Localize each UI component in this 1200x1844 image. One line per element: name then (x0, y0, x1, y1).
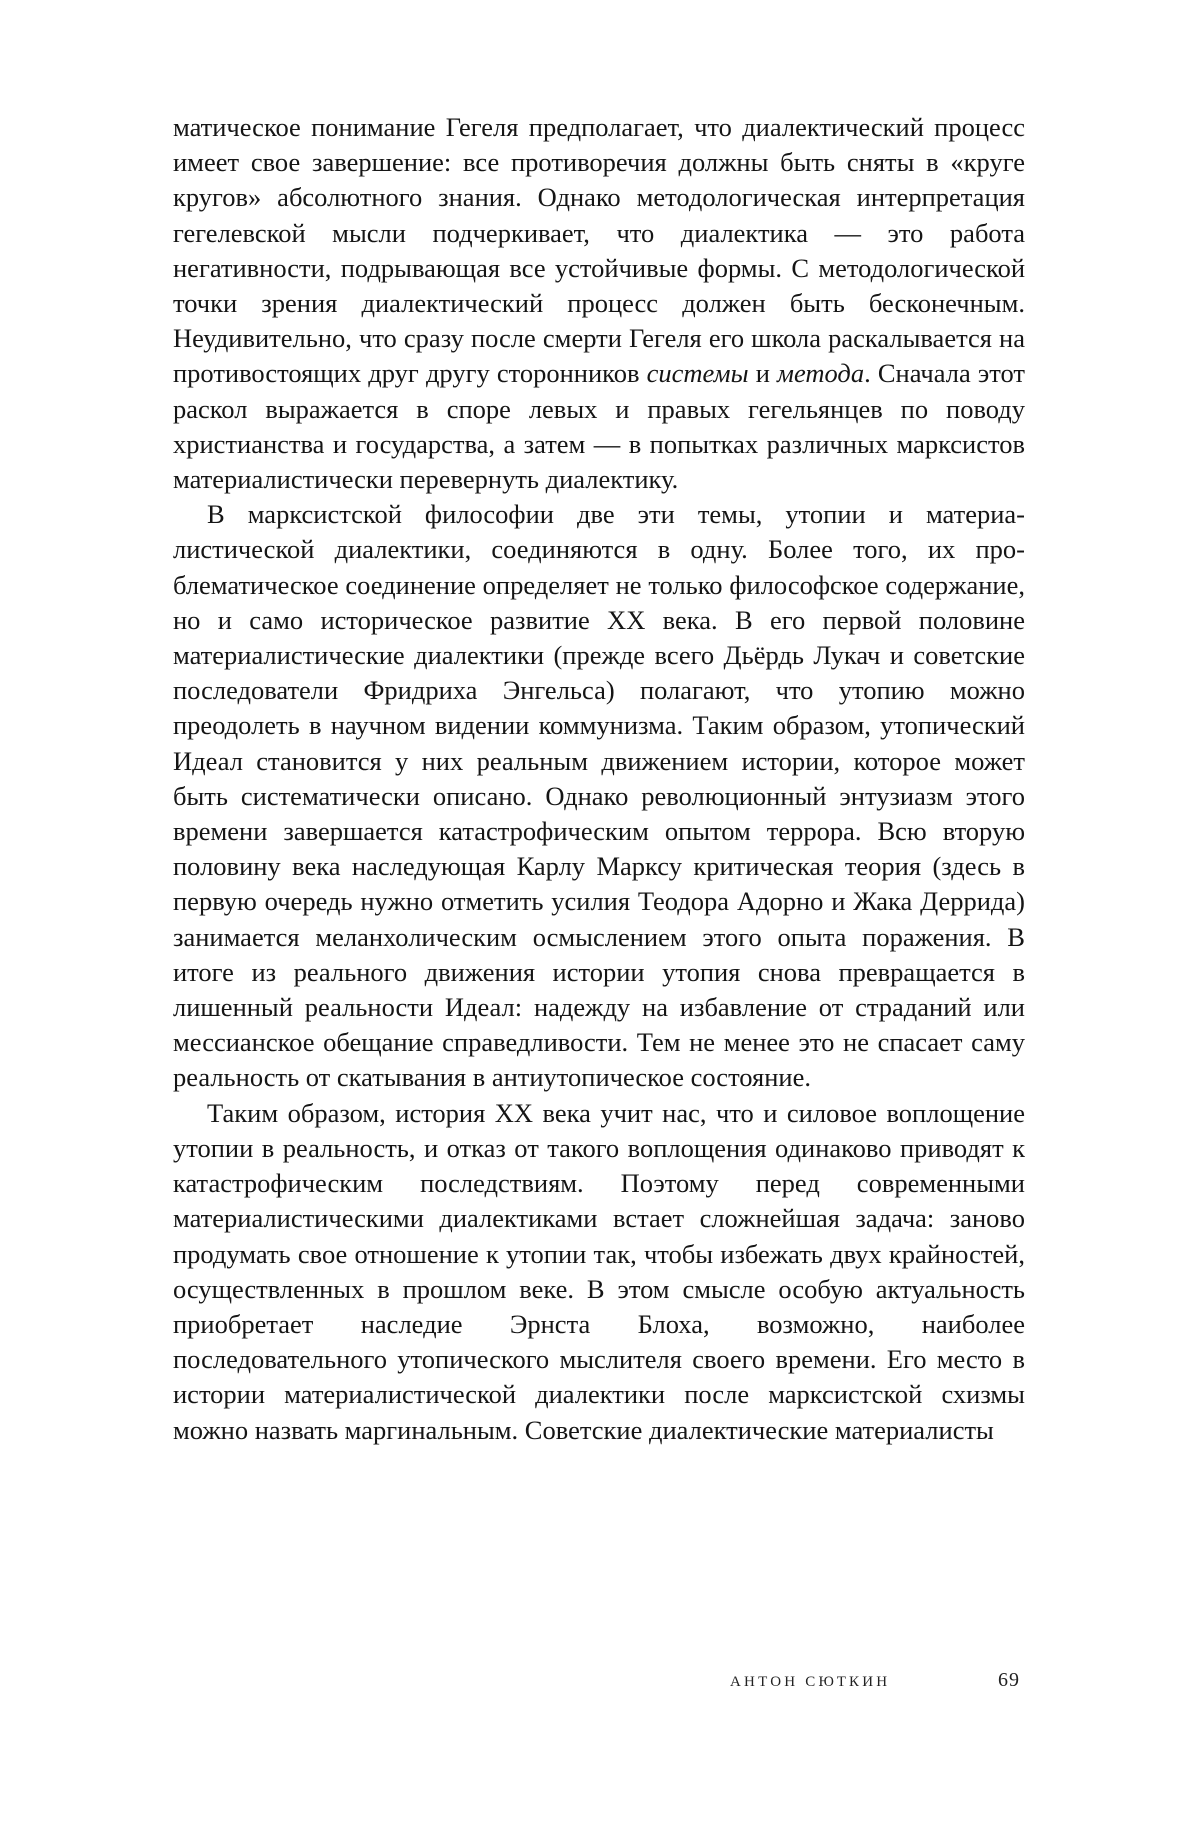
page-footer (730, 1669, 1030, 1699)
body-text (173, 110, 1025, 1448)
paragraph (173, 110, 1025, 497)
paragraph (173, 497, 1025, 1095)
text-run: матическое понимание Гегеля предполагает, что диалектический процесс имеет свое завершение: все противоречия должны быть сняты в «круге кругов» абсолютного знания. Однако методологическая интерпретация гегелевской мысли подчеркивает, что диалектика — это работа негативности, подрывающая все устойчивые формы. С методологической точки зрения диалектический процесс должен быть бесконечным. Неудивительно, что сразу после смерти Гегеля его школа раскалывается на противостоящих друг другу сторонников (173, 112, 1025, 389)
paragraph (173, 1096, 1025, 1448)
page-number: 69 (998, 1669, 1020, 1691)
text-run: Таким образом, история XX века учит нас, что и силовое воплощение утопии в реальность, и отказ от такого воплощения одинаково приводят к катастрофическим последствиям. Поэтому перед современными материалистическими диалектиками встает сложнейшая задача: заново продумать свое отношение к утопии так, чтобы избежать двух крайностей, осуществленных в прошлом веке. В этом смысле особую актуальность приобретает наследие Эрнста Блоха, возможно, наиболее последовательного утопического мыслителя своего времени. Его место в истории материалистической диалектики после марксистской схизмы можно назвать маргинальным. Советские диалектические материалисты (173, 1097, 1025, 1445)
text-run: . Сначала этот раскол выражается в споре левых и правых гегельянцев по поводу христианства и государства, а затем — в попытках различных марксистов материалистически перевернуть диалектику. (173, 358, 1026, 495)
text-run: и (748, 358, 778, 389)
text-run: В марксистской философии две эти темы, утопии и материалистической диалектики, соединяются в одну. Более того, их проблематическое соединение определяет не только философское содержание, но и само историческое развитие XX века. В его первой половине материалистические диалектики (прежде всего Дьёрдь Лукач и советские последователи Фридриха Энгельса) полагают, что утопию можно преодолеть в научном видении коммунизма. Таким образом, утопический Идеал становится у них реальным движением истории, которое может быть систематически описано. Однако революционный энтузиазм этого времени завершается катастрофическим опытом террора. Всю вторую половину века наследующая Карлу Марксу критическая теория (здесь в первую очередь нужно отметить усилия Теодора Адорно и Жака Деррида) занимается меланхолическим осмыслением этого опыта поражения. В итоге из реального движения истории утопия снова превращается в лишенный реальности Идеал: надежду на избавление от страданий или мессианское обещание справедливости. Тем не менее это не спасает саму реальность от скатывания в антиутопическое состояние. (173, 499, 1025, 1093)
italic-term: системы (646, 358, 749, 389)
running-head-author: АНТОН СЮТКИН (730, 1674, 891, 1690)
italic-term: метода (777, 358, 865, 389)
